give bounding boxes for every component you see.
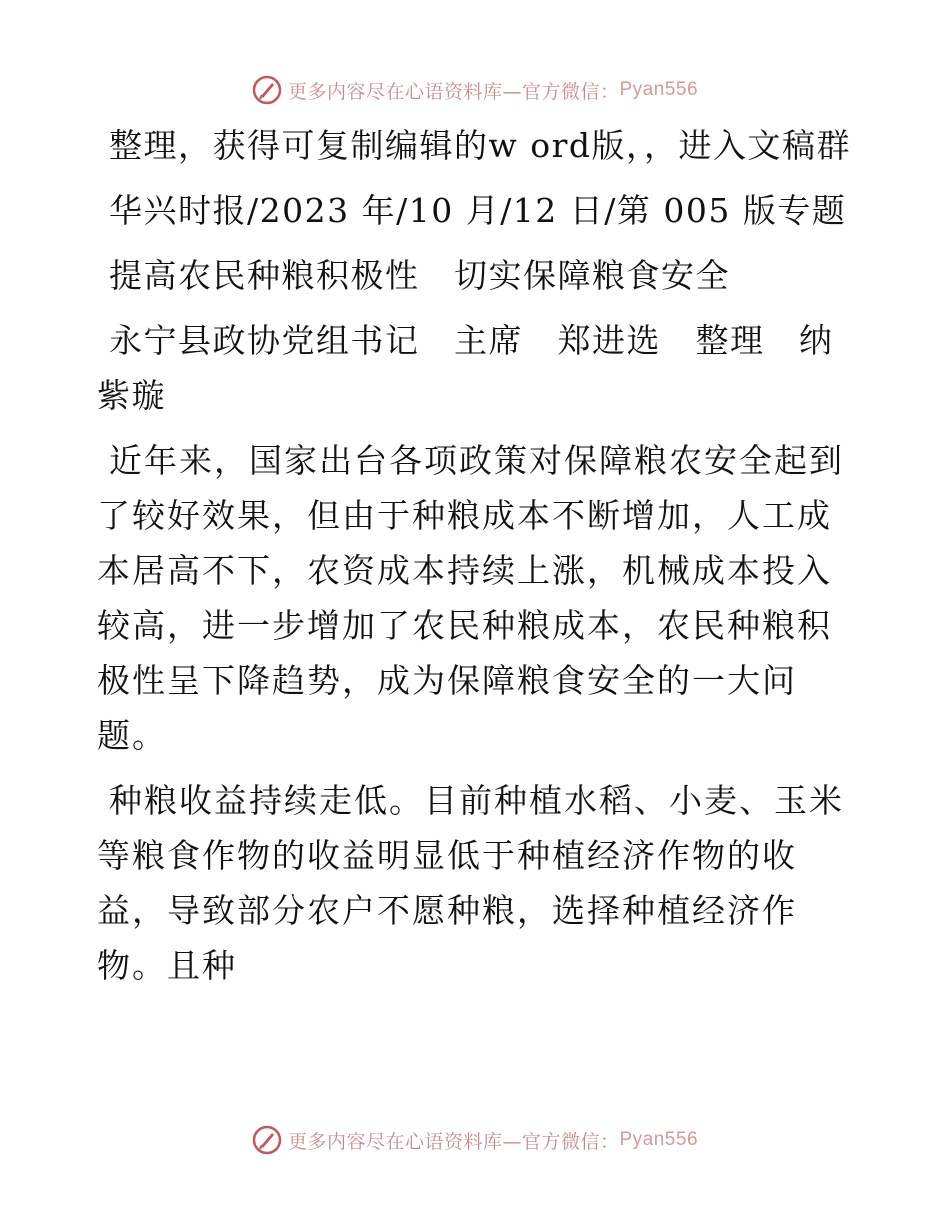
note-paragraph: 整理，获得可复制编辑的w ord版，，进入文稿群 bbox=[109, 126, 852, 165]
watermark-header bbox=[0, 70, 950, 110]
quill-logo-icon bbox=[252, 1125, 282, 1155]
watermark-handle: Pyan556 bbox=[619, 79, 699, 100]
watermark-handle: Pyan556 bbox=[619, 1129, 699, 1150]
body-paragraph: 种粮收益持续走低。目前种植水稻、小麦、玉米等粮食作物的收益明显低于种植经济作物的收益，导致部分农户不愿种粮，选择种植经济作物。且种 bbox=[97, 781, 844, 985]
watermark-text: 更多内容尽在心语资料库—官方微信： bbox=[287, 1130, 620, 1153]
source-line: 华兴时报/2023 年/10 月/12 日/第 005 版专题 bbox=[109, 191, 847, 230]
body-paragraph: 近年来，国家出台各项政策对保障粮农安全起到了较好效果，但由于种粮成本不断增加，人工成本居高不下，农资成本持续上涨，机械成本投入较高，进一步增加了农民种粮成本，农民种粮积极性呈下降趋势，成为保障粮食安全的一大问题。 bbox=[97, 441, 844, 755]
article-title: 提高农民种粮积极性 切实保障粮食安全 bbox=[109, 256, 730, 295]
document-body bbox=[97, 118, 857, 1003]
watermark-footer bbox=[0, 1120, 950, 1160]
watermark-text: 更多内容尽在心语资料库—官方微信： bbox=[287, 80, 620, 103]
author-line: 永宁县政协党组书记 主席 郑进选 整理 纳紫璇 bbox=[97, 321, 834, 415]
quill-logo-icon bbox=[252, 75, 282, 105]
